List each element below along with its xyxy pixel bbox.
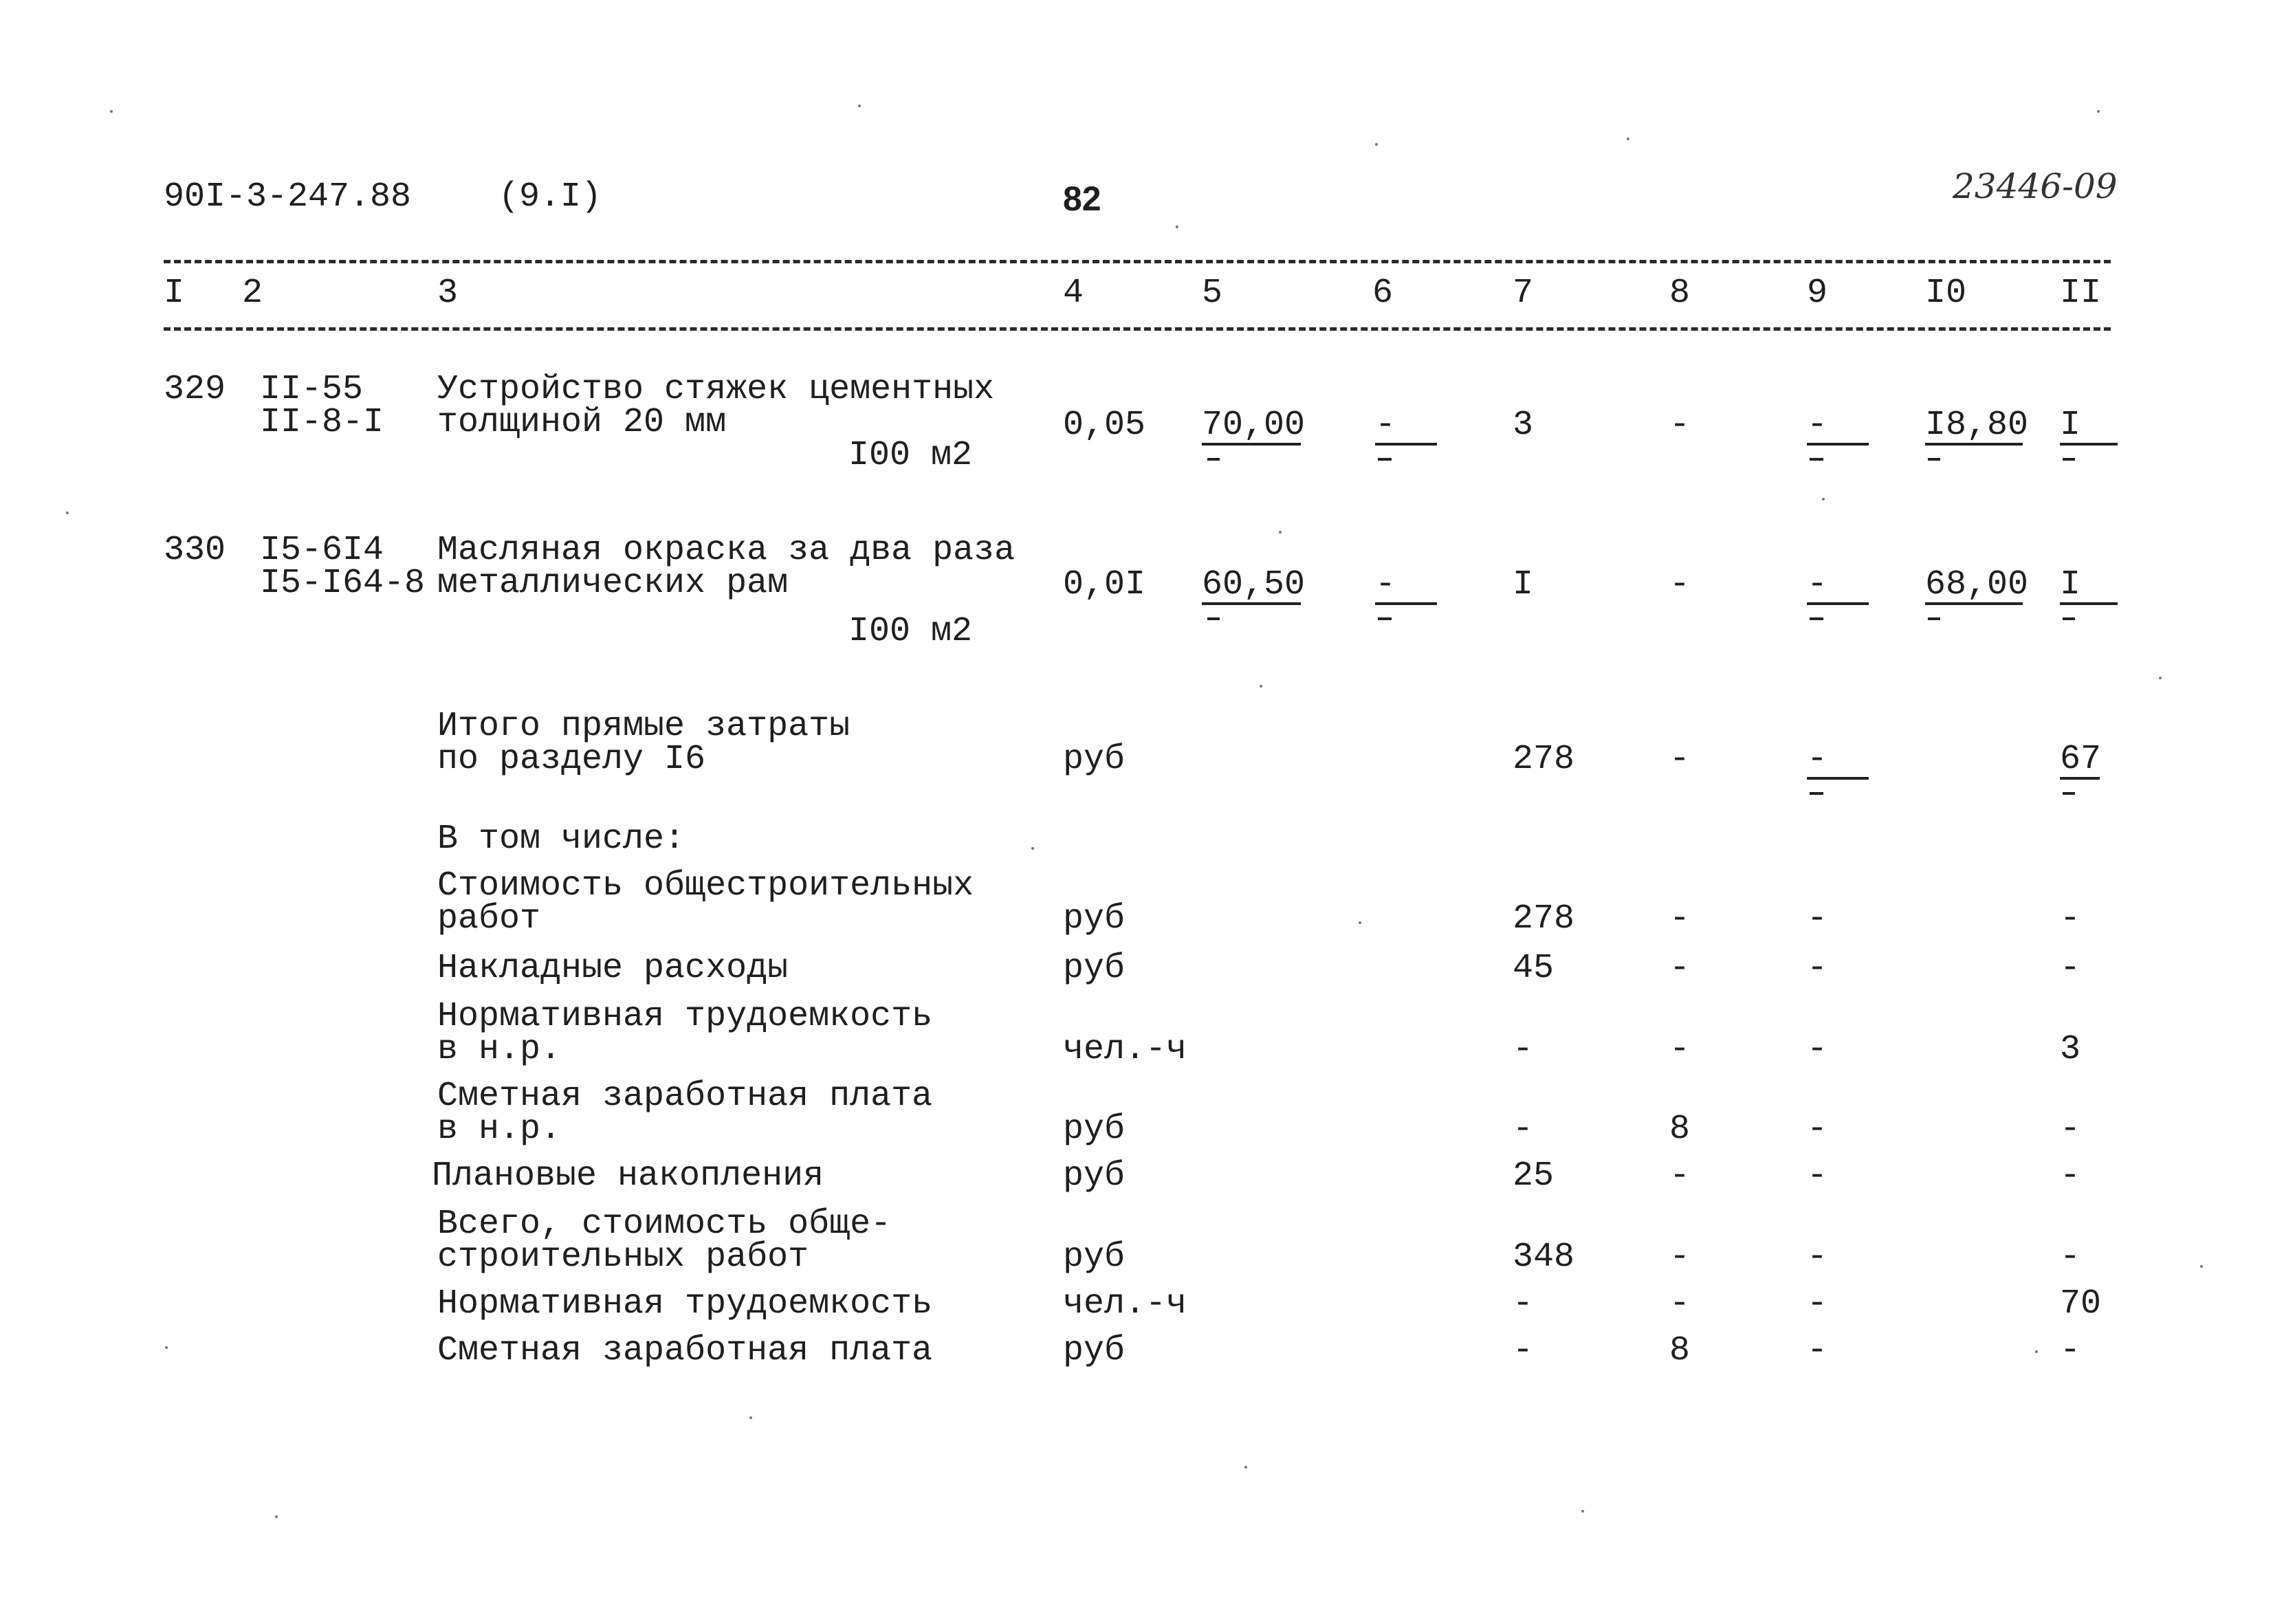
total-col8: - [1669, 740, 1691, 779]
archive-number: 23446-09 [1953, 166, 2118, 206]
summary-col9: - [1807, 1284, 1828, 1324]
scan-speckle [66, 512, 69, 514]
sub-dash [1207, 458, 1220, 461]
summary-description: Плановые накопления [432, 1156, 824, 1196]
scan-speckle [1244, 1466, 1247, 1469]
summary-unit: руб [1063, 1238, 1125, 1277]
cell-col4: 0,0I [1063, 565, 1146, 604]
col-header-10: I0 [1925, 274, 1967, 313]
scan-speckle [2200, 1265, 2203, 1268]
item-description: металлических рам [437, 564, 789, 603]
summary-unit: руб [1063, 1156, 1125, 1196]
underline [1807, 602, 1869, 605]
cell-col6: - [1375, 406, 1396, 445]
underline [1807, 443, 1869, 446]
summary-description: Сметная заработная плата [437, 1077, 933, 1116]
sub-dash [1378, 458, 1392, 461]
cell-col9: - [1807, 565, 1828, 604]
norm-code: II-55 [260, 370, 364, 409]
cell-col4: 0,05 [1063, 406, 1146, 445]
col-header-5: 5 [1202, 274, 1223, 313]
cell-col11: I [2060, 406, 2081, 445]
including-label: В том числе: [437, 820, 685, 859]
total-col9: - [1807, 740, 1828, 779]
summary-col7: 25 [1513, 1156, 1555, 1196]
summary-description: в н.р. [437, 1030, 562, 1069]
item-description: толщиной 20 мм [437, 403, 727, 442]
scan-speckle [1822, 498, 1825, 501]
summary-description: Нормативная трудоемкость [437, 1284, 933, 1324]
sub-dash [1928, 617, 1940, 620]
summary-description: Стоимость общестроительных [437, 866, 974, 906]
summary-col7: - [1513, 1284, 1534, 1324]
summary-col9: - [1807, 1238, 1828, 1277]
summary-unit: чел.-ч [1063, 1284, 1187, 1324]
summary-col11: - [2060, 1156, 2081, 1196]
scan-speckle [1375, 143, 1378, 146]
summary-description: Сметная заработная плата [437, 1331, 933, 1370]
summary-col7: - [1513, 1331, 1534, 1370]
cell-col7: 3 [1513, 406, 1534, 445]
summary-description: Накладные расходы [437, 949, 789, 988]
scan-speckle [1581, 1510, 1584, 1513]
cell-col8: - [1669, 406, 1691, 445]
sub-dash [1810, 617, 1823, 620]
col-header-2: 2 [242, 274, 263, 313]
scan-speckle [2159, 677, 2162, 679]
cell-col5: 70,00 [1202, 406, 1306, 445]
scan-speckle [2097, 110, 2100, 113]
cell-col10: I8,80 [1925, 406, 2029, 445]
summary-description: в н.р. [437, 1110, 562, 1149]
total-col11: 67 [2060, 740, 2102, 779]
underline [1375, 443, 1437, 446]
summary-col8: - [1669, 1030, 1691, 1069]
summary-col9: - [1807, 1156, 1828, 1196]
cell-col11: I [2060, 565, 2081, 604]
summary-unit: чел.-ч [1063, 1030, 1187, 1069]
summary-description: работ [437, 899, 541, 939]
summary-col11: - [2060, 899, 2081, 939]
cell-col6: - [1375, 565, 1396, 604]
scan-speckle [1260, 685, 1262, 688]
col-header-8: 8 [1669, 274, 1691, 313]
norm-code: I5-6I4 [260, 531, 384, 570]
total-unit: руб [1063, 740, 1125, 779]
scan-speckle [1031, 847, 1034, 850]
summary-col11: 70 [2060, 1284, 2102, 1324]
cell-col5: 60,50 [1202, 565, 1306, 604]
item-unit: I00 м2 [848, 436, 973, 475]
summary-col8: 8 [1669, 1331, 1691, 1370]
col-header-11: II [2060, 274, 2102, 313]
underline [1202, 602, 1301, 605]
underline [1375, 602, 1437, 605]
document-code: 90I-3-247.88 [164, 177, 412, 217]
section-number: (9.I) [498, 177, 602, 217]
total-description: по разделу I6 [437, 740, 706, 779]
underline [2060, 443, 2118, 446]
header-rule-bottom [164, 327, 2111, 331]
summary-col7: - [1513, 1030, 1534, 1069]
summary-unit: руб [1063, 949, 1125, 988]
summary-unit: руб [1063, 1331, 1125, 1370]
col-header-1: I [164, 274, 185, 313]
summary-col8: - [1669, 899, 1691, 939]
sub-dash [1810, 792, 1823, 795]
summary-col7: 278 [1513, 899, 1575, 939]
norm-code: II-8-I [260, 403, 384, 442]
underline [1925, 602, 2023, 605]
summary-unit: руб [1063, 899, 1125, 939]
summary-description: Нормативная трудоемкость [437, 997, 933, 1036]
summary-col11: - [2060, 1238, 2081, 1277]
col-header-9: 9 [1807, 274, 1828, 313]
summary-col8: - [1669, 1238, 1691, 1277]
summary-col11: 3 [2060, 1030, 2081, 1069]
col-header-7: 7 [1513, 274, 1534, 313]
scan-speckle [110, 110, 113, 113]
sub-dash [1928, 458, 1940, 461]
scan-speckle [858, 105, 861, 107]
summary-col9: - [1807, 1110, 1828, 1149]
summary-col7: 45 [1513, 949, 1555, 988]
underline [1202, 443, 1301, 446]
summary-description: Всего, стоимость обще- [437, 1205, 892, 1244]
item-number: 329 [164, 370, 226, 409]
cell-col7: I [1513, 565, 1534, 604]
cell-col8: - [1669, 565, 1691, 604]
summary-description: строительных работ [437, 1238, 809, 1277]
scan-speckle [2035, 1350, 2038, 1353]
summary-col9: - [1807, 949, 1828, 988]
summary-col7: - [1513, 1110, 1534, 1149]
sub-dash [2063, 458, 2075, 461]
total-col7: 278 [1513, 740, 1575, 779]
item-description: Устройство стяжек цементных [437, 370, 995, 409]
summary-col11: - [2060, 1331, 2081, 1370]
sub-dash [1207, 617, 1220, 620]
cell-col9: - [1807, 406, 1828, 445]
underline [2060, 777, 2100, 780]
col-header-3: 3 [437, 274, 459, 313]
summary-col8: 8 [1669, 1110, 1691, 1149]
underline [2060, 602, 2118, 605]
scan-speckle [165, 1346, 168, 1349]
summary-col9: - [1807, 899, 1828, 939]
summary-col9: - [1807, 1331, 1828, 1370]
col-header-6: 6 [1372, 274, 1394, 313]
scan-speckle [1176, 226, 1178, 228]
summary-col8: - [1669, 1284, 1691, 1324]
scan-speckle [1627, 138, 1629, 140]
total-description: Итого прямые затраты [437, 707, 850, 746]
scan-speckle [275, 1515, 278, 1518]
summary-col8: - [1669, 1156, 1691, 1196]
cell-col10: 68,00 [1925, 565, 2029, 604]
item-description: Масляная окраска за два раза [437, 531, 1015, 570]
summary-unit: руб [1063, 1110, 1125, 1149]
item-number: 330 [164, 531, 226, 570]
col-header-4: 4 [1063, 274, 1084, 313]
scan-speckle [749, 1416, 752, 1419]
header-rule-top [164, 260, 2111, 263]
scan-speckle [1359, 921, 1361, 924]
sub-dash [2063, 792, 2075, 795]
sub-dash [2063, 617, 2075, 620]
scan-speckle [1279, 531, 1282, 534]
page-number: 82 [1063, 179, 1101, 218]
item-unit: I00 м2 [848, 612, 973, 651]
summary-col8: - [1669, 949, 1691, 988]
summary-col7: 348 [1513, 1238, 1575, 1277]
norm-code: I5-I64-8 [260, 564, 426, 603]
underline [1925, 443, 2023, 446]
summary-col11: - [2060, 949, 2081, 988]
sub-dash [1810, 458, 1823, 461]
sub-dash [1378, 617, 1392, 620]
summary-col11: - [2060, 1110, 2081, 1149]
underline [1807, 777, 1869, 780]
summary-col9: - [1807, 1030, 1828, 1069]
